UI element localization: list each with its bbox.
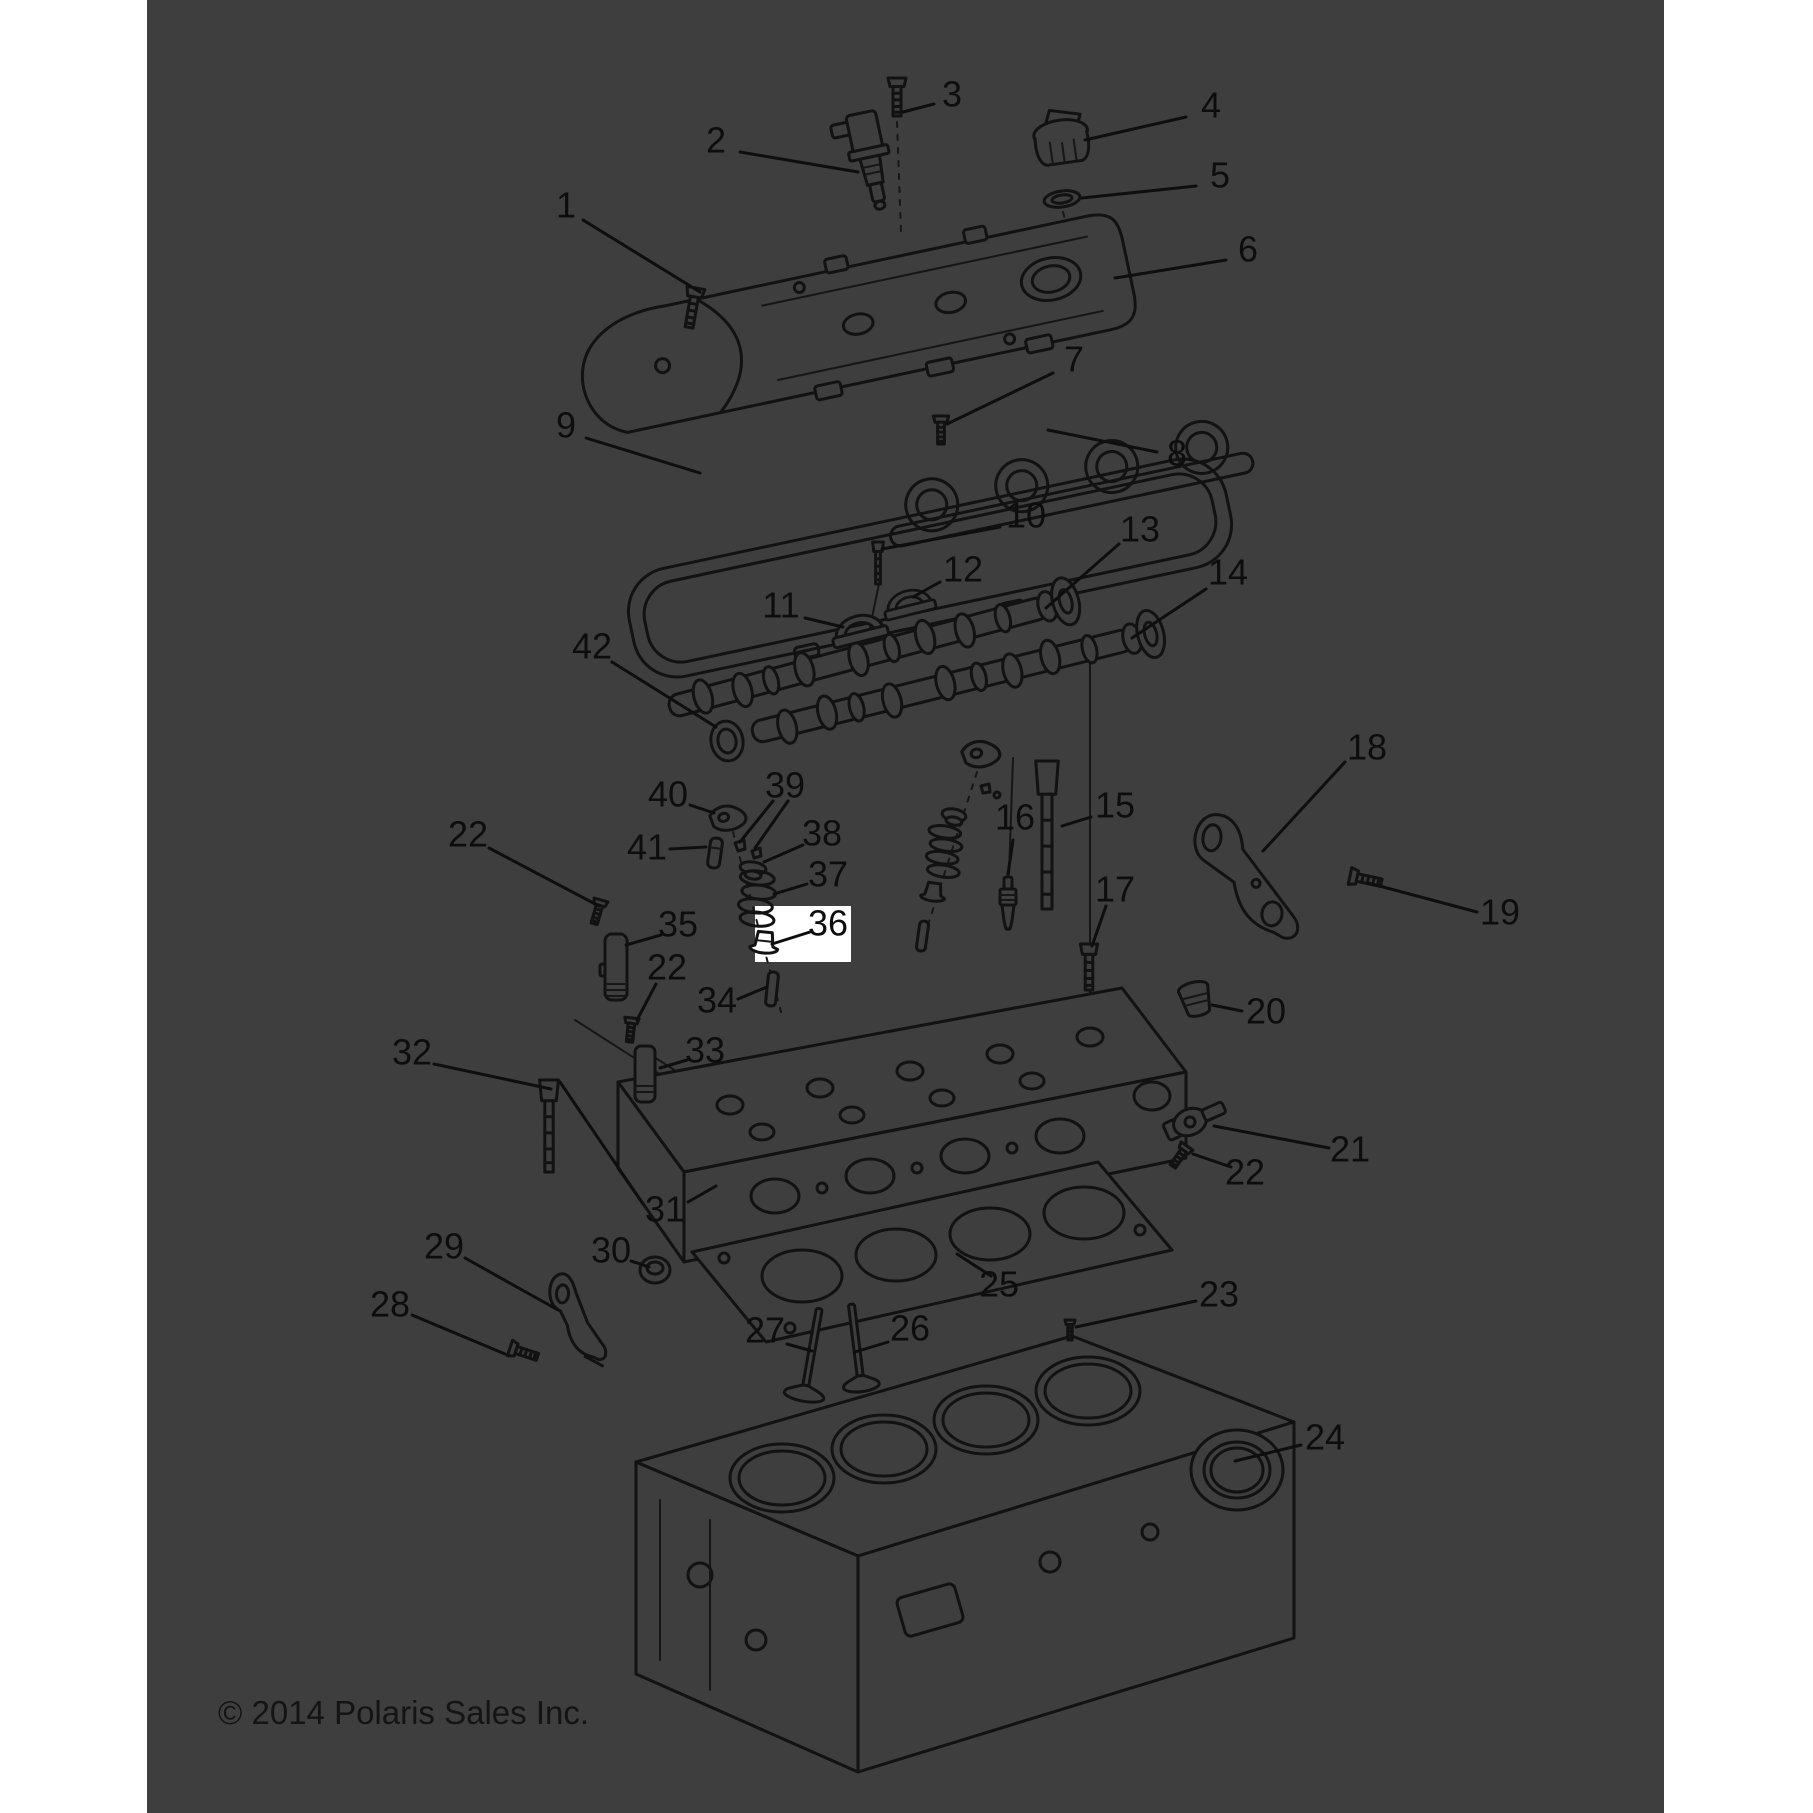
part-label-19[interactable]: 19 <box>1479 891 1521 933</box>
part-label-20[interactable]: 20 <box>1245 990 1287 1032</box>
part-label-15[interactable]: 15 <box>1094 784 1136 826</box>
part-oil-lifter <box>600 934 627 1000</box>
part-label-12[interactable]: 12 <box>942 548 984 590</box>
part-label-17[interactable]: 17 <box>1094 868 1136 910</box>
part-lash-adjuster-small <box>707 837 723 868</box>
part-label-28[interactable]: 28 <box>369 1283 411 1325</box>
part-label-6[interactable]: 6 <box>1237 228 1259 270</box>
part-label-2[interactable]: 2 <box>705 119 727 161</box>
part-label-5[interactable]: 5 <box>1209 154 1231 196</box>
part-label-22a[interactable]: 22 <box>447 813 489 855</box>
part-label-30[interactable]: 30 <box>590 1229 632 1271</box>
copyright-text: © 2014 Polaris Sales Inc. <box>218 1694 590 1731</box>
part-label-38[interactable]: 38 <box>801 812 843 854</box>
part-label-9[interactable]: 9 <box>555 404 577 446</box>
part-label-31[interactable]: 31 <box>644 1188 686 1230</box>
part-label-3[interactable]: 3 <box>941 73 963 115</box>
part-label-18[interactable]: 18 <box>1346 726 1388 768</box>
part-label-16[interactable]: 16 <box>994 796 1036 838</box>
part-label-14[interactable]: 14 <box>1207 551 1249 593</box>
part-label-33[interactable]: 33 <box>684 1029 726 1071</box>
part-label-10[interactable]: 10 <box>1005 494 1047 536</box>
part-label-35[interactable]: 35 <box>657 903 699 945</box>
part-label-24[interactable]: 24 <box>1304 1416 1346 1458</box>
part-label-22b[interactable]: 22 <box>646 946 688 988</box>
part-label-29[interactable]: 29 <box>423 1225 465 1267</box>
part-stud-23 <box>1065 1320 1075 1340</box>
part-label-34[interactable]: 34 <box>696 979 738 1021</box>
part-label-40[interactable]: 40 <box>647 773 689 815</box>
part-seal-plug <box>640 1257 670 1283</box>
part-label-37[interactable]: 37 <box>807 853 849 895</box>
part-label-23[interactable]: 23 <box>1198 1273 1240 1315</box>
part-label-11[interactable]: 11 <box>762 584 800 626</box>
part-label-26[interactable]: 26 <box>889 1307 931 1349</box>
part-valve-guide <box>765 972 778 1007</box>
part-label-22c[interactable]: 22 <box>1224 1151 1266 1193</box>
part-label-21[interactable]: 21 <box>1329 1128 1371 1170</box>
part-label-36[interactable]: 36 <box>807 902 849 944</box>
part-label-27[interactable]: 27 <box>744 1309 786 1351</box>
part-label-13[interactable]: 13 <box>1119 508 1161 550</box>
part-label-25[interactable]: 25 <box>978 1263 1020 1305</box>
part-label-39[interactable]: 39 <box>764 764 806 806</box>
part-label-32[interactable]: 32 <box>391 1031 433 1073</box>
part-label-41[interactable]: 41 <box>626 826 668 868</box>
part-label-1[interactable]: 1 <box>555 184 577 226</box>
part-label-8[interactable]: 8 <box>1166 432 1188 474</box>
leader-line-41 <box>670 847 706 849</box>
part-oil-lifter-lower <box>635 1046 655 1102</box>
part-label-4[interactable]: 4 <box>1200 84 1222 126</box>
part-label-42[interactable]: 42 <box>571 625 613 667</box>
part-label-7[interactable]: 7 <box>1063 338 1085 380</box>
